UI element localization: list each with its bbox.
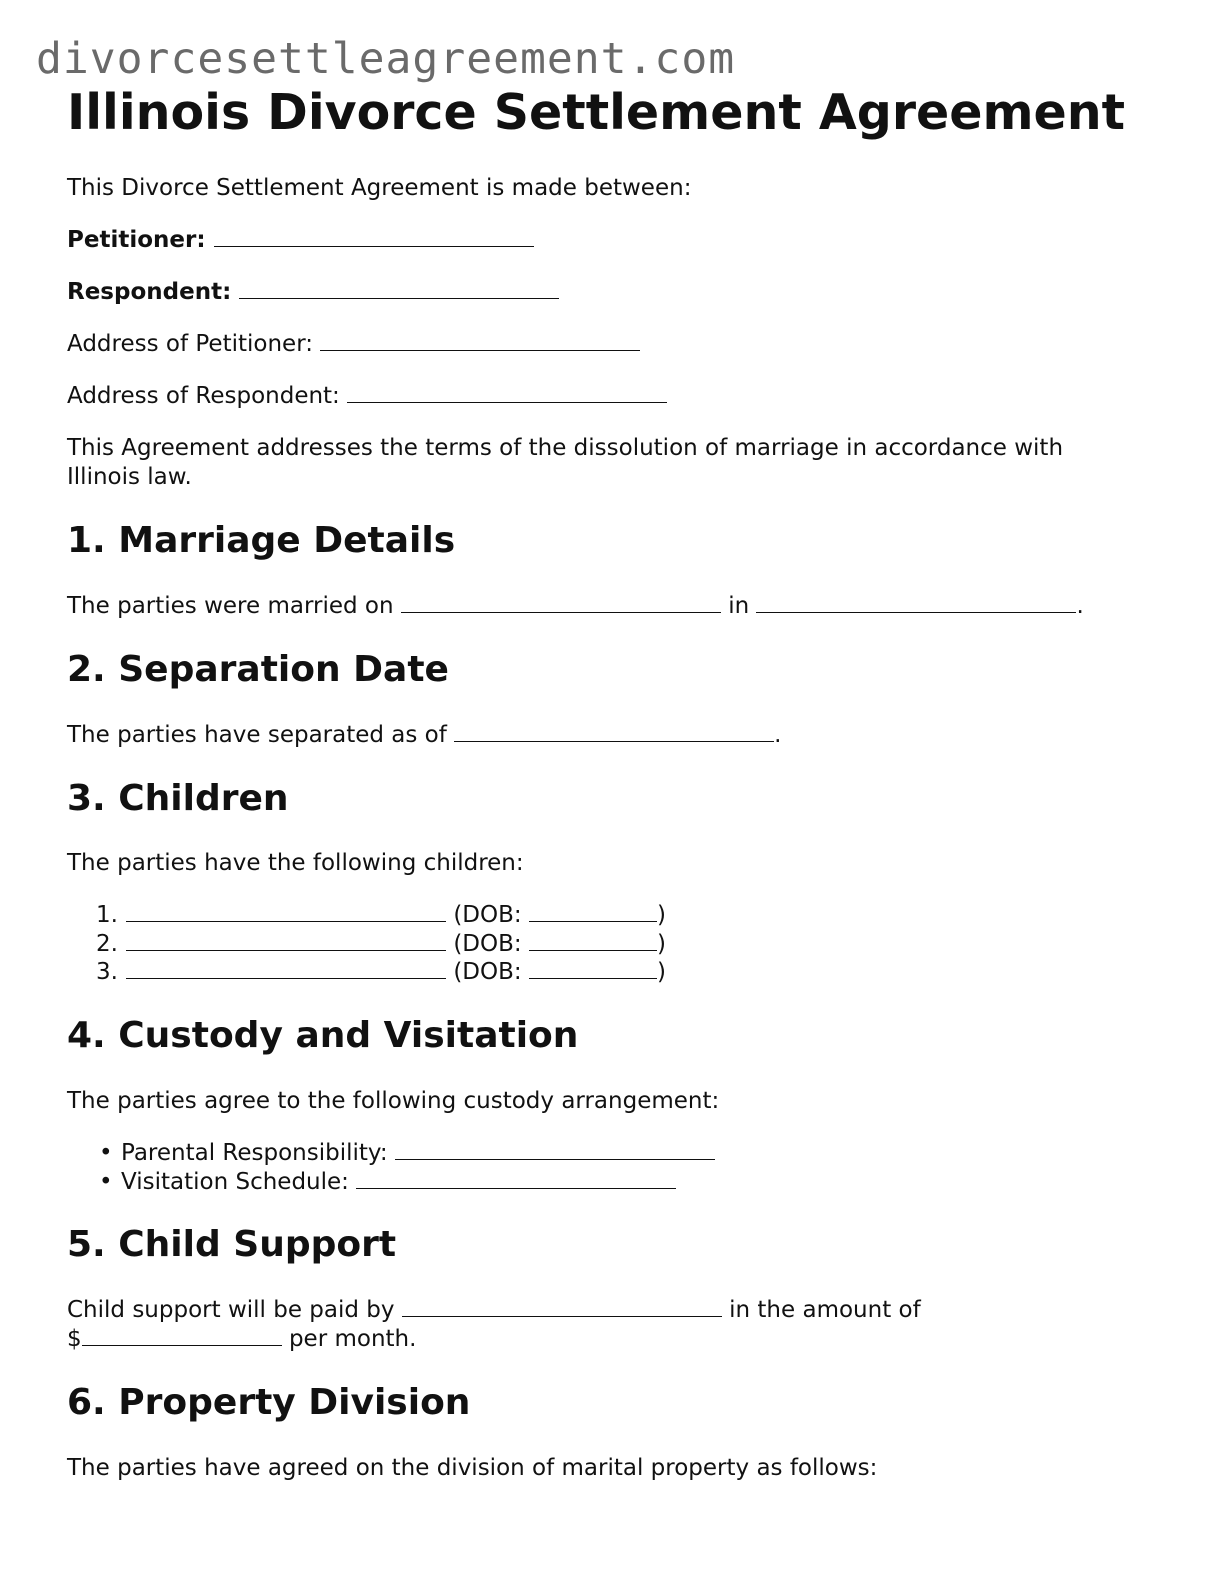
child-support-line2 bbox=[67, 1325, 416, 1354]
support-payer-blank[interactable] bbox=[402, 1298, 722, 1317]
custody-text: The parties agree to the following custody arrangement: bbox=[67, 1088, 720, 1114]
document-title: Illinois Divorce Settlement Agreement bbox=[67, 84, 1126, 141]
per-month-text: per month. bbox=[288, 1326, 417, 1352]
custody-item-label: Parental Responsibility: bbox=[121, 1140, 388, 1166]
list-item bbox=[88, 901, 666, 930]
parental-responsibility-blank[interactable] bbox=[395, 1141, 715, 1160]
respondent-label: Respondent: bbox=[67, 279, 232, 305]
bullet-icon: • bbox=[99, 1140, 113, 1166]
address-petitioner-line bbox=[67, 330, 640, 359]
dob-close: ) bbox=[656, 959, 666, 985]
list-item bbox=[88, 930, 666, 959]
children-text: The parties have the following children: bbox=[67, 850, 524, 876]
child-number: 3. bbox=[96, 959, 118, 985]
child-name-blank[interactable] bbox=[126, 903, 446, 922]
property-division-text: The parties have agreed on the division of marital property as follows: bbox=[67, 1455, 878, 1481]
separation-date-text bbox=[67, 721, 781, 750]
support-text-before: Child support will be paid by bbox=[67, 1297, 395, 1323]
custody-heading: 4. Custody and Visitation bbox=[67, 1015, 579, 1056]
children-heading: 3. Children bbox=[67, 778, 289, 819]
separation-text-before: The parties have separated as of bbox=[67, 722, 447, 748]
custody-item-label: Visitation Schedule: bbox=[121, 1168, 349, 1195]
petitioner-blank[interactable] bbox=[214, 228, 534, 247]
address-respondent-blank[interactable] bbox=[347, 384, 667, 403]
child-dob-blank[interactable] bbox=[529, 903, 657, 922]
support-text-after: in the amount of bbox=[729, 1297, 921, 1323]
site-watermark: divorcesettleagreement.com bbox=[36, 34, 736, 84]
child-name-blank[interactable] bbox=[126, 960, 446, 979]
list-item bbox=[67, 1139, 715, 1168]
marriage-text-middle: in bbox=[728, 593, 750, 619]
list-item bbox=[88, 958, 666, 987]
currency-symbol: $ bbox=[67, 1326, 82, 1352]
dob-label: (DOB: bbox=[453, 902, 522, 928]
address-respondent-line bbox=[67, 382, 667, 411]
respondent-blank[interactable] bbox=[239, 280, 559, 299]
support-amount-blank[interactable] bbox=[82, 1327, 282, 1346]
dob-close: ) bbox=[656, 930, 666, 957]
marriage-details-text bbox=[67, 592, 1084, 621]
children-list bbox=[88, 901, 666, 987]
visitation-schedule-blank[interactable] bbox=[356, 1170, 676, 1189]
marriage-place-blank[interactable] bbox=[756, 594, 1076, 613]
marriage-details-heading: 1. Marriage Details bbox=[67, 520, 456, 561]
address-petitioner-blank[interactable] bbox=[320, 332, 640, 351]
child-dob-blank[interactable] bbox=[529, 960, 657, 979]
intro-text: This Divorce Settlement Agreement is made between: bbox=[67, 175, 692, 201]
respondent-line bbox=[67, 278, 559, 307]
marriage-text-end: . bbox=[1076, 593, 1084, 619]
list-item bbox=[67, 1168, 715, 1197]
separation-date-blank[interactable] bbox=[454, 723, 774, 742]
child-number: 1. bbox=[96, 902, 118, 928]
child-support-heading: 5. Child Support bbox=[67, 1224, 397, 1265]
petitioner-line bbox=[67, 226, 534, 255]
agreement-statement-line1: This Agreement addresses the terms of the dissolution of marriage in accordance with bbox=[67, 435, 1064, 461]
dob-label: (DOB: bbox=[453, 959, 522, 985]
separation-text-end: . bbox=[774, 722, 782, 748]
marriage-date-blank[interactable] bbox=[401, 594, 721, 613]
address-petitioner-label: Address of Petitioner: bbox=[67, 331, 314, 357]
child-dob-blank[interactable] bbox=[529, 932, 657, 951]
child-name-blank[interactable] bbox=[126, 932, 446, 951]
custody-list bbox=[67, 1139, 715, 1196]
dob-label: (DOB: bbox=[453, 930, 522, 957]
address-respondent-label: Address of Respondent: bbox=[67, 383, 340, 409]
separation-date-heading: 2. Separation Date bbox=[67, 649, 449, 690]
child-number: 2. bbox=[96, 930, 118, 957]
bullet-icon: • bbox=[99, 1168, 113, 1195]
marriage-text-before: The parties were married on bbox=[67, 593, 394, 619]
child-support-line1 bbox=[67, 1296, 921, 1325]
petitioner-label: Petitioner: bbox=[67, 227, 206, 253]
property-division-heading: 6. Property Division bbox=[67, 1382, 471, 1423]
dob-close: ) bbox=[656, 902, 666, 928]
agreement-statement-line2: Illinois law. bbox=[67, 464, 192, 490]
